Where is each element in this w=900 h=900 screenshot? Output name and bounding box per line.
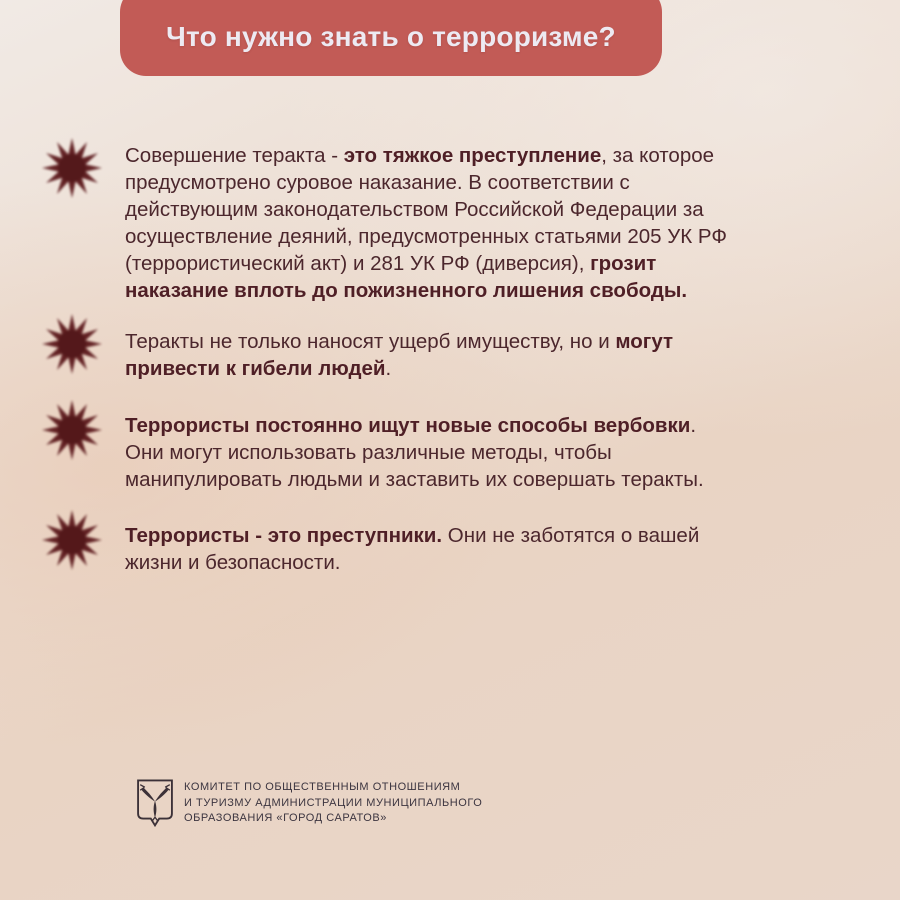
org-name-line: КОМИТЕТ ПО ОБЩЕСТВЕННЫМ ОТНОШЕНИЯМ — [184, 781, 461, 793]
page-title: Что нужно знать о терроризме? — [166, 21, 616, 52]
org-name-line: ОБРАЗОВАНИЯ «ГОРОД САРАТОВ» — [184, 812, 387, 824]
starburst-icon — [40, 398, 104, 462]
org-name — [184, 780, 482, 827]
bullet-text-4: Террористы - это преступники. Они не заботятся о вашей жизни и безопасности. — [125, 524, 700, 574]
bullet-text-3: Террористы постоянно ищут новые способы вербовки. Они могут использовать различные методы, чтобы манипулировать людьми и заставить их совершать теракты. — [125, 414, 704, 491]
starburst-icon — [40, 136, 104, 200]
bullet-text-1: Совершение теракта - это тяжкое преступление, за которое предусмотрено суровое наказание. В соответствии с действующим законодательством Российской Федерации за осуществление деяний, предусмотренных статьями 205 УК РФ (террористический акт) и 281 УК РФ (диверсия), грозит наказание вплоть до пожизненного лишения свободы. — [125, 144, 727, 302]
bullet-text-2: Теракты не только наносят ущерб имуществу, но и могут привести к гибели людей. — [125, 330, 674, 380]
saratov-coat-of-arms-icon — [133, 776, 177, 834]
starburst-icon — [40, 508, 104, 572]
footer — [133, 776, 482, 834]
starburst-icon — [40, 312, 104, 376]
org-name-line: И ТУРИЗМУ АДМИНИСТРАЦИИ МУНИЦИПАЛЬНОГО — [184, 796, 483, 809]
header-banner — [120, 0, 662, 76]
